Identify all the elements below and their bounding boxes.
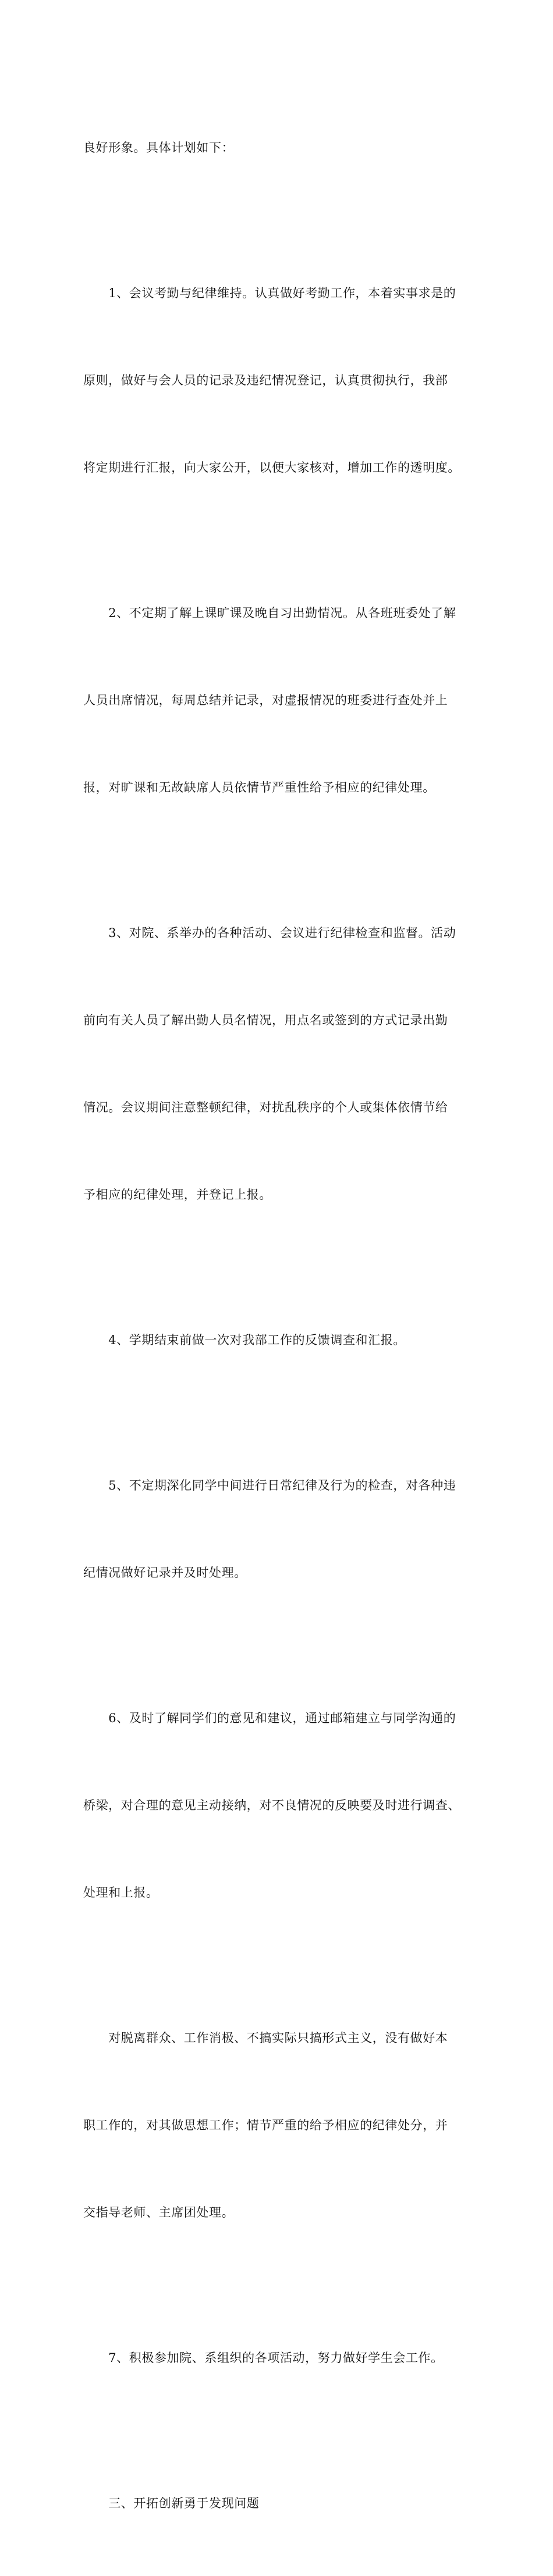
section-heading-3 (83, 2431, 472, 2576)
text-line: 予相应的纪律处理，并登记上报。 (83, 1188, 272, 1202)
paragraph-intro-end (83, 75, 472, 220)
text-line: 1、会议考勤与纪律维持。认真做好考勤工作，本着实事求是的 (83, 286, 456, 300)
text-line: 情况。会议期间注意整顿纪律，对扰乱秩序的个人或集体依情节给 (83, 1100, 448, 1114)
text-line: 报，对旷课和无故缺席人员依情节严重性给予相应的纪律处理。 (83, 781, 435, 794)
text-line: 2、不定期了解上课旷课及晚自习出勤情况。从各班班委处了解 (83, 606, 456, 620)
paragraph-discipline-note (83, 1965, 472, 2285)
text-line: 桥梁，对合理的意见主动接纳，对不良情况的反映要及时进行调查、 (83, 1798, 460, 1812)
text-line: 人员出席情况，每周总结并记录，对虚报情况的班委进行查处并上 (83, 693, 448, 707)
paragraph-item-3 (83, 860, 472, 1267)
text-line: 原则，做好与会人员的记录及违纪情况登记，认真贯彻执行，我部 (83, 373, 448, 387)
paragraph-item-1 (83, 220, 472, 540)
text-line: 对脱离群众、工作消极、不搞实际只搞形式主义，没有做好本 (83, 2031, 448, 2045)
text-line: 处理和上报。 (83, 1886, 159, 1900)
text-line: 前向有关人员了解出勤人员名情况，用点名或签到的方式记录出勤 (83, 1013, 448, 1027)
text-line: 5、不定期深化同学中间进行日常纪律及行为的检查，对各种违 (83, 1478, 456, 1492)
text-line: 7、积极参加院、系组织的各项活动，努力做好学生会工作。 (83, 2351, 444, 2365)
text-line: 将定期进行汇报，向大家公开，以便大家核对，增加工作的透明度。 (83, 461, 460, 475)
text-line: 纪情况做好记录并及时处理。 (83, 1566, 247, 1580)
paragraph-item-5 (83, 1413, 472, 1645)
paragraph-item-4 (83, 1267, 472, 1413)
document-body (83, 75, 472, 2576)
text-line: 4、学期结束前做一次对我部工作的反馈调查和汇报。 (83, 1333, 406, 1347)
paragraph-item-2 (83, 540, 472, 860)
paragraph-item-6 (83, 1645, 472, 1965)
text-line: 职工作的，对其做思想工作；情节严重的给予相应的纪律处分，并 (83, 2118, 448, 2132)
text-line: 三、开拓创新勇于发现问题 (83, 2496, 260, 2510)
text-line: 6、及时了解同学们的意见和建议，通过邮箱建立与同学沟通的 (83, 1711, 456, 1725)
text-line: 交指导老师、主席团处理。 (83, 2206, 235, 2219)
paragraph-item-7 (83, 2285, 472, 2431)
text-line: 良好形象。具体计划如下： (83, 141, 235, 155)
text-line: 3、对院、系举办的各种活动、会议进行纪律检查和监督。活动 (83, 926, 456, 940)
